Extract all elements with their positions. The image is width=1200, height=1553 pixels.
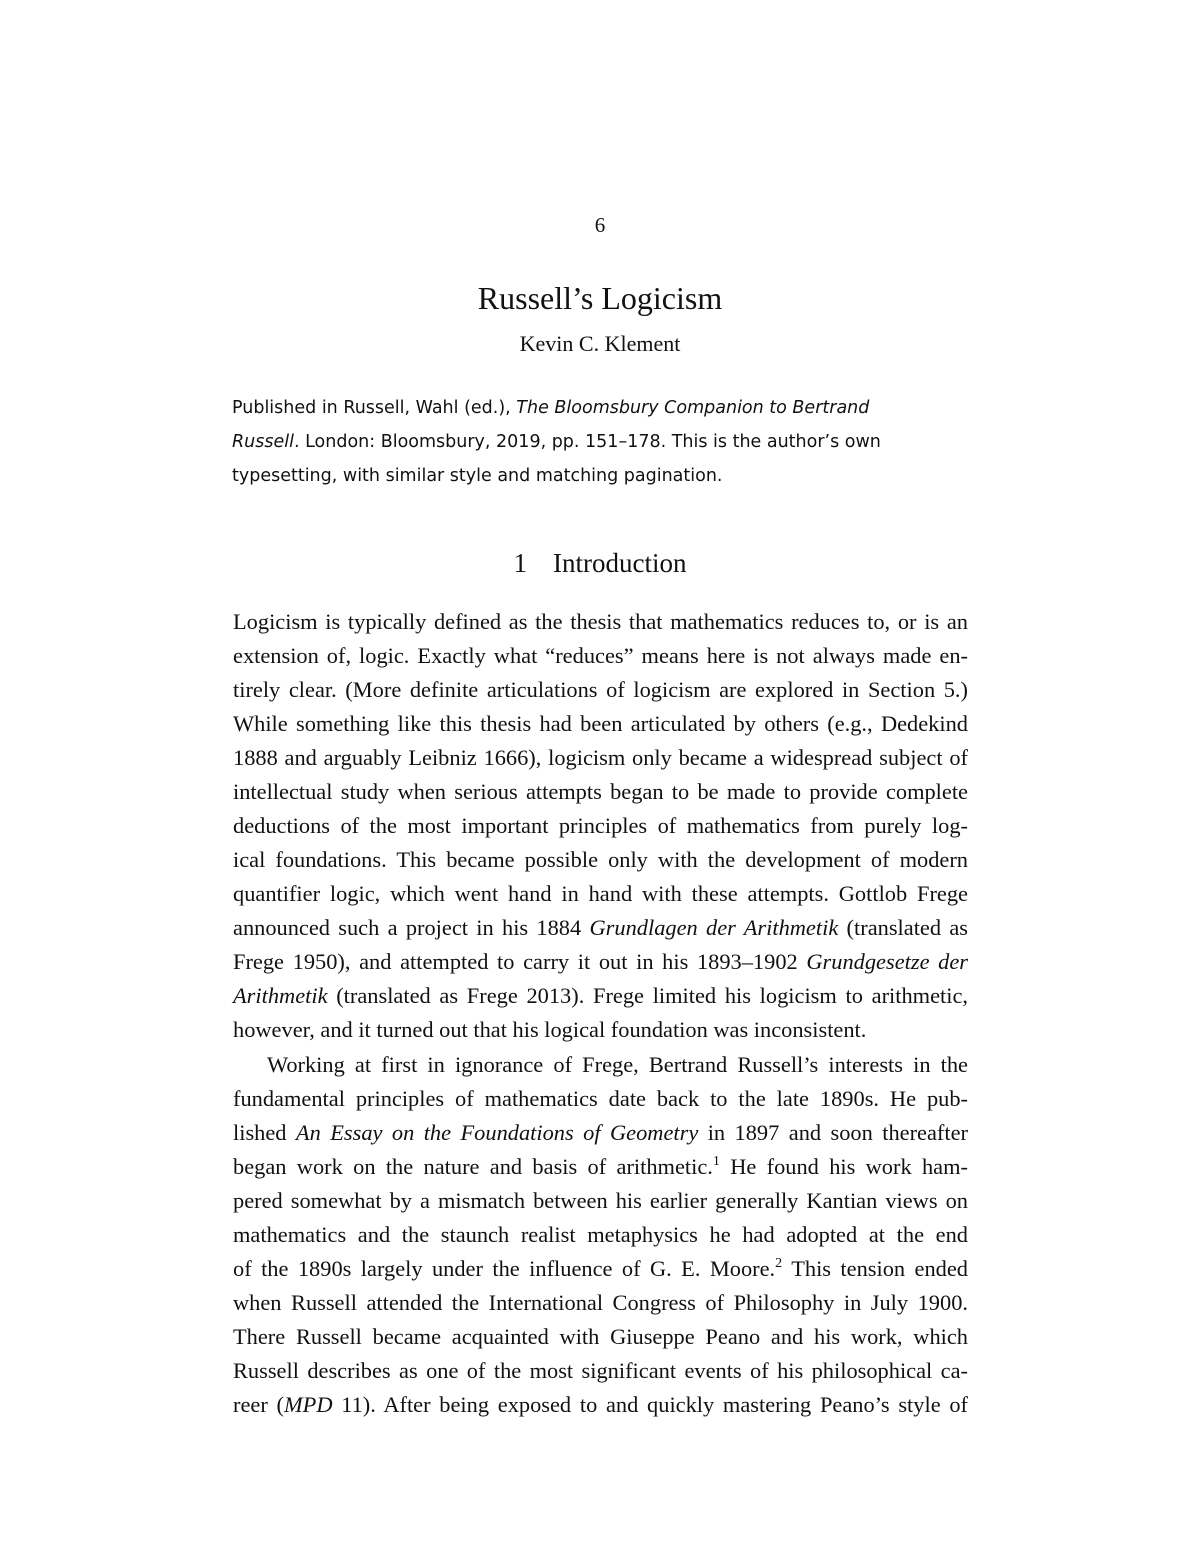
text-line: deductions of the most important principles of mathematics from purely log- [233, 813, 968, 838]
text-line: Logicism is typically defined as the thesis that mathematics reduces to, or is an [233, 609, 968, 634]
text-line [233, 1150, 968, 1184]
text-line [233, 979, 968, 1013]
text-line [233, 945, 968, 979]
publication-note [232, 391, 922, 493]
text-line [233, 911, 968, 945]
publication-note-line [232, 425, 922, 459]
text-line [233, 1252, 968, 1286]
book-title-italic: Arithmetik [233, 983, 328, 1008]
book-title-italic: Grundgesetze der [806, 949, 969, 974]
paragraph-2 [233, 1048, 968, 1422]
text-span: He found his work ham- [719, 1154, 968, 1179]
text-span: reer ( [233, 1392, 284, 1417]
book-title-italic: Grundlagen der Arithmetik [589, 915, 839, 940]
text-span: This tension ended [782, 1256, 968, 1281]
text-line: however, and it turned out that his logical foundation was inconsistent. [233, 1017, 867, 1042]
text-line: intellectual study when serious attempts began to be made to provide complete [233, 779, 968, 804]
text-span: of the 1890s largely under the influence of G. E. Moore. [233, 1256, 776, 1281]
text-line: pered somewhat by a mismatch between his earlier generally Kantian views on [233, 1188, 968, 1213]
section-title: Introduction [553, 548, 687, 578]
text-span: in 1897 and soon thereafter [698, 1120, 968, 1145]
page-number: 6 [594, 213, 606, 237]
book-title-italic: An Essay on the Foundations of Geometry [295, 1120, 699, 1145]
author-name: Kevin C. Klement [519, 331, 681, 356]
text-line: Working at first in ignorance of Frege, Bertrand Russell’s interests in the [267, 1052, 968, 1077]
text-line: While something like this thesis had been articulated by others (e.g., Dedekind [233, 711, 968, 736]
text-line: ical foundations. This became possible only with the development of modern [233, 847, 968, 872]
publication-note-line: typesetting, with similar style and matching pagination. [232, 466, 723, 486]
text-line: Russell describes as one of the most significant events of his philosophical ca- [233, 1358, 968, 1383]
publication-note-line [232, 391, 922, 425]
section-number: 1 [513, 548, 527, 578]
text-span: Frege 1950), and attempted to carry it out in his 1893–1902 [233, 949, 807, 974]
abbreviation-italic: MPD [283, 1392, 333, 1417]
footnote-marker[interactable]: 1 [712, 1154, 720, 1169]
text-line [233, 1116, 968, 1150]
footnote-marker[interactable]: 2 [775, 1256, 783, 1271]
text-line [233, 1388, 968, 1422]
text-span: (translated as Frege 2013). Frege limited his logicism to arithmetic, [327, 983, 968, 1008]
text-span: began work on the nature and basis of arithmetic. [233, 1154, 713, 1179]
text-span: 11). After being exposed to and quickly mastering Peano’s style of [332, 1392, 969, 1417]
text-line: mathematics and the staunch realist metaphysics he had adopted at the end [233, 1222, 968, 1247]
section-heading [0, 546, 1200, 580]
paragraph-1 [233, 605, 968, 1047]
book-title-italic: The Bloomsbury Companion to Bertrand [516, 398, 870, 418]
text-line: There Russell became acquainted with Giuseppe Peano and his work, which [233, 1324, 968, 1349]
paper-title: Russell’s Logicism [477, 280, 723, 316]
text-line: 1888 and arguably Leibniz 1666), logicism only became a widespread subject of [233, 745, 968, 770]
text-line: tirely clear. (More definite articulations of logicism are explored in Section 5.) [233, 677, 968, 702]
text-line: when Russell attended the International Congress of Philosophy in July 1900. [233, 1290, 968, 1315]
text-line: fundamental principles of mathematics date back to the late 1890s. He pub- [233, 1086, 968, 1111]
text-span: announced such a project in his 1884 [233, 915, 590, 940]
text-span: Published in Russell, Wahl (ed.), [232, 398, 517, 418]
text-span: (translated as [838, 915, 968, 940]
text-span: lished [233, 1120, 296, 1145]
book-title-italic: Russell [232, 432, 294, 452]
text-line: quantifier logic, which went hand in hand with these attempts. Gottlob Frege [233, 881, 968, 906]
text-line: extension of, logic. Exactly what “reduces” means here is not always made en- [233, 643, 968, 668]
text-span: . London: Bloomsbury, 2019, pp. 151–178. This is the author’s own [293, 432, 881, 452]
